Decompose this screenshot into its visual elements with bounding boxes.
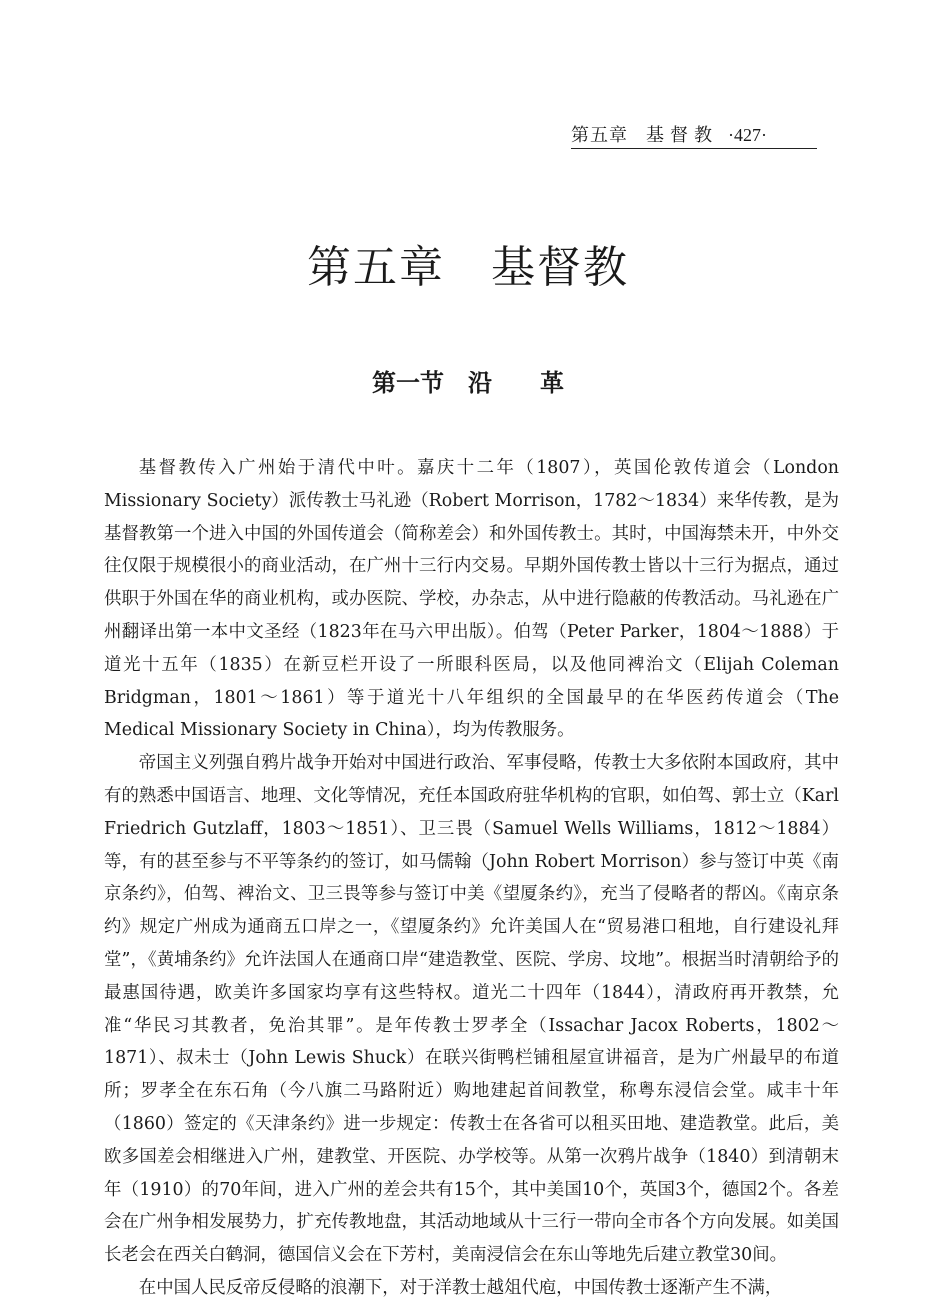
- page-number: ·427·: [728, 125, 767, 145]
- running-header: [571, 124, 819, 147]
- paragraph-1: 基督教传入广州始于清代中叶。嘉庆十二年（1807），英国伦敦传道会（London Missionary Society）派传教士马礼逊（Robert Morrison，1782～1834）来华传教，是为基督教第一个进入中国的外国传道会（简称差会）和外国传教士。其时，中国海禁未开，中外交往仅限于规模很小的商业活动，在广州十三行内交易。早期外国传教士皆以十三行为据点，通过供职于外国在华的商业机构，或办医院、学校，办杂志，从中进行隐蔽的传教活动。马礼逊在广州翻译出第一本中文圣经（1823年在马六甲出版）。伯驾（Peter Parker，1804～1888）于道光十五年（1835）在新豆栏开设了一所眼科医局，以及他同裨治文（Elijah Coleman Bridgman，1801～1861）等于道光十八年组织的全国最早的在华医药传道会（The Medical Missionary Society in China），均为传教服务。: [104, 458, 839, 741]
- paragraph-3: 在中国人民反帝反侵略的浪潮下，对于洋教士越俎代庖，中国传教士逐渐产生不满，: [138, 1277, 783, 1298]
- chapter-title: 第五章 基督教: [307, 242, 629, 293]
- section-title: 第一节 沿 革: [372, 369, 564, 397]
- body-text: [104, 452, 839, 1305]
- paragraph-2: 帝国主义列强自鸦片战争开始对中国进行政治、军事侵略，传教士大多依附本国政府，其中有的熟悉中国语言、地理、文化等情况，充任本国政府驻华机构的官职，如伯驾、郭士立（Karl Friedrich Gutzlaff，1803～1851）、卫三畏（Samuel Wells Williams，1812～1884）等，有的甚至参与不平等条约的签订，如马儒翰（John Robert Morrison）参与签订中英《南京条约》，伯驾、裨治文、卫三畏等参与签订中美《望厦条约》，充当了侵略者的帮凶。《南京条约》规定广州成为通商五口岸之一，《望厦条约》允许美国人在“贸易港口租地，自行建设礼拜堂”，《黄埔条约》允许法国人在通商口岸“建造教堂、医院、学房、坟地”。根据当时清朝给予的最惠国待遇，欧美许多国家均享有这些特权。道光二十四年（1844），清政府再开教禁，允准“华民习其教者，免治其罪”。是年传教士罗孝全（Issachar Jacox Roberts，1802～1871）、叔未士（John Lewis Shuck）在联兴街鸭栏铺租屋宣讲福音，是为广州最早的布道所；罗孝全在东石角（今八旗二马路附近）购地建起首间教堂，称粤东浸信会堂。咸丰十年（1860）签定的《天津条约》进一步规定：传教士在各省可以租买田地、建造教堂。此后，美欧多国差会相继进入广州，建教堂、开医院、办学校等。从第一次鸦片战争（1840）到清朝末年（1910）的70年间，进入广州的差会共有15个，其中美国10个，英国3个，德国2个。各差会在广州争相发展势力，扩充传教地盘，其活动地域从十三行一带向全市各个方向发展。如美国长老会在西关白鹤洞，德国信义会在下芳村，美南浸信会在东山等地先后建立教堂30间。: [104, 753, 839, 1266]
- header-rule: [571, 148, 817, 149]
- header-chapter: 第五章: [571, 125, 628, 146]
- header-topic: 基督教: [646, 125, 718, 146]
